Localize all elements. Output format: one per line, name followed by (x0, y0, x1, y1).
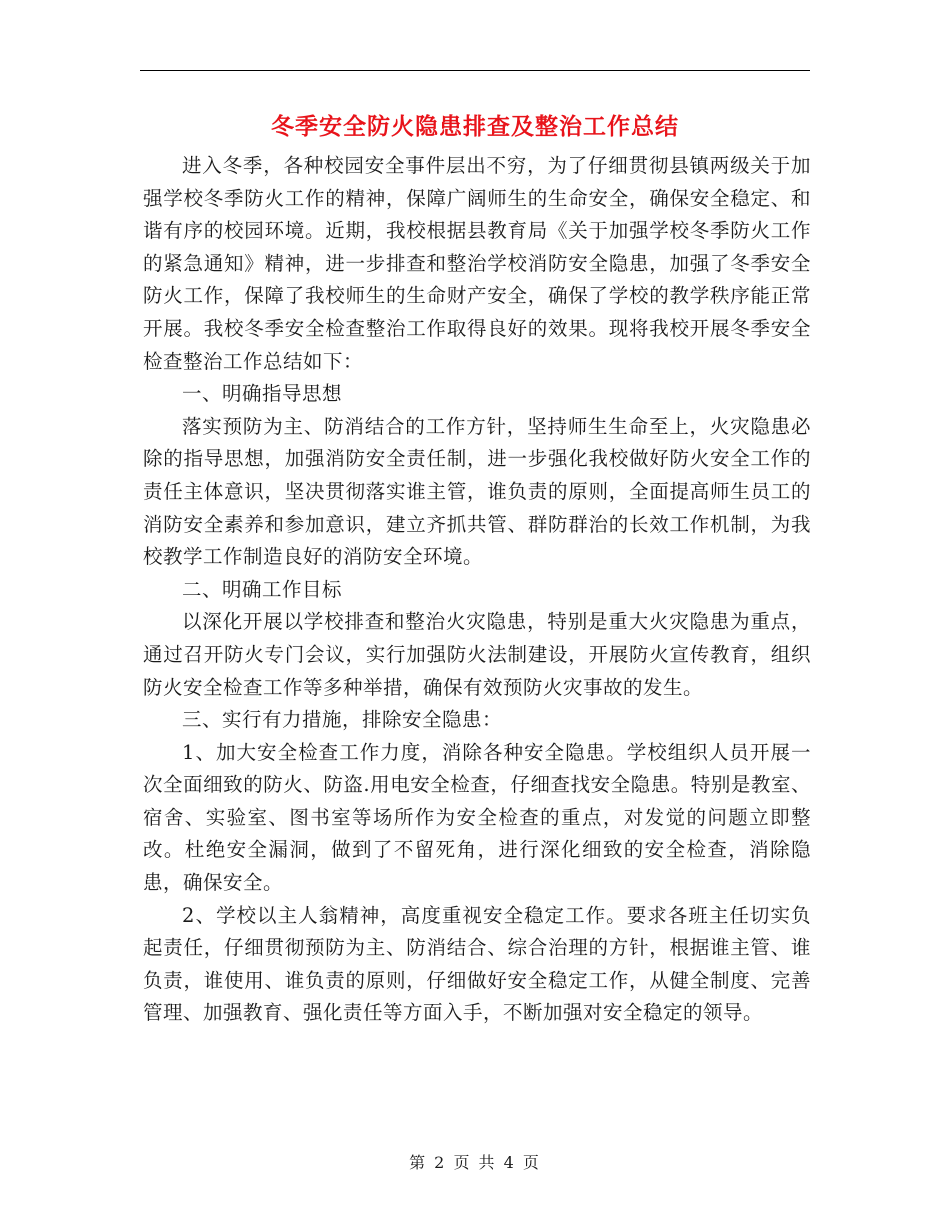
header-rule (140, 70, 810, 71)
section-heading-measures: 三、实行有力措施，排除安全隐患： (182, 708, 503, 732)
measure-item-1: 1、加大安全检查工作力度，消除各种安全隐患。学校组织人员开展一次全面细致的防火、防盗.用电安全检查，仔细查找安全隐患。特别是教室、宿舍、实验室、图书室等场所作为安全检查的重点，对发觉的问题立即整改。杜绝安全漏洞，做到了不留死角，进行深化细致的安全检查，消除隐患，确保安全。 (143, 740, 811, 895)
measure-item-2: 2、学校以主人翁精神，高度重视安全稳定工作。要求各班主任切实负起责任，仔细贯彻预防为主、防消结合、综合治理的方针，根据谁主管、谁负责，谁使用、谁负责的原则，仔细做好安全稳定工作，从健全制度、完善管理、加强教育、强化责任等方面入手，不断加强对安全稳定的领导。 (143, 903, 811, 1025)
work-goals-paragraph: 以深化开展以学校排查和整治火灾隐患，特别是重大火灾隐患为重点，通过召开防火专门会议，实行加强防火法制建设，开展防火宣传教育，组织防火安全检查工作等多种举措，确保有效预防火灾事故的发生。 (143, 610, 811, 699)
document-body (143, 150, 811, 1030)
intro-paragraph: 进入冬季，各种校园安全事件层出不穷，为了仔细贯彻县镇两级关于加强学校冬季防火工作的精神，保障广阔师生的生命安全，确保安全稳定、和谐有序的校园环境。近期，我校根据县教育局《关于加强学校冬季防火工作的紧急通知》精神，进一步排查和整治学校消防安全隐患，加强了冬季安全防火工作，保障了我校师生的生命财产安全，确保了学校的教学秩序能正常开展。我校冬季安全检查整治工作取得良好的效果。现将我校开展冬季安全检查整治工作总结如下： (143, 154, 811, 373)
page-number-footer: 第 2 页 共 4 页 (409, 1153, 541, 1172)
section-heading-guiding-thought: 一、明确指导思想 (182, 382, 343, 406)
guiding-thought-paragraph: 落实预防为主、防消结合的工作方针，坚持师生生命至上，火灾隐患必除的指导思想，加强消防安全责任制，进一步强化我校做好防火安全工作的责任主体意识，坚决贯彻落实谁主管，谁负责的原则，全面提高师生员工的消防安全素养和参加意识，建立齐抓共管、群防群治的长效工作机制，为我校教学工作制造良好的消防安全环境。 (143, 414, 811, 569)
document-title: 冬季安全防火隐患排查及整治工作总结 (271, 113, 679, 140)
section-heading-work-goals: 二、明确工作目标 (182, 577, 343, 601)
